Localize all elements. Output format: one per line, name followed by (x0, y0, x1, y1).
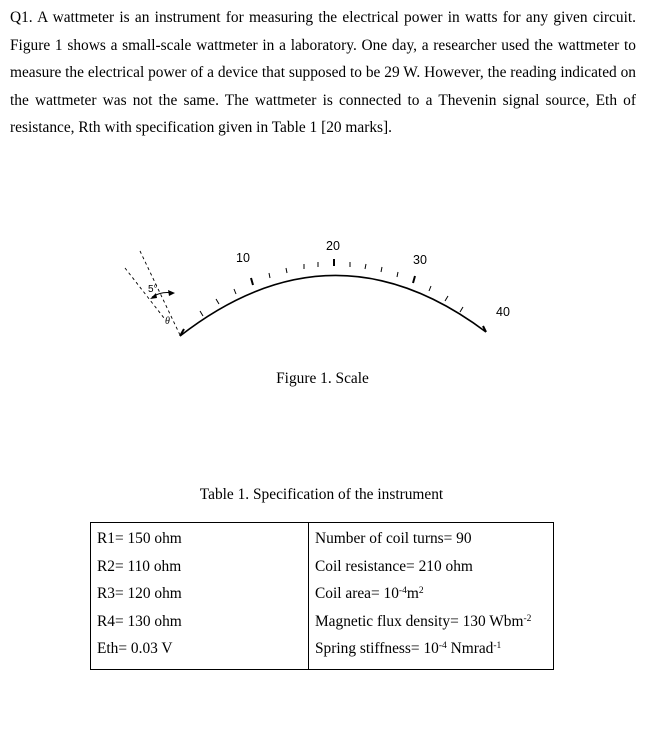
tick-label-20: 20 (326, 239, 340, 253)
minor-ticks (200, 262, 463, 316)
flux-density-value: Magnetic flux density= 130 Wbm$^{-2}$ (315, 612, 532, 630)
angle-arrow-right-icon (168, 290, 175, 296)
scale-arc (180, 275, 486, 336)
tick-label-30: 30 (413, 253, 427, 267)
major-ticks (251, 259, 415, 285)
question-text: Q1. A wattmeter is an instrument for measuring the electrical power in watts for any given circuit. Figure 1 shows a small-scale wattmeter in a laboratory. One day, a researcher used the wattmeter to measure the electrical power of a device that supposed to be 29 W. However, the reading indicated on the wattmeter was not the same. The wattmeter is connected to a Thevenin signal source, Eth of resistance, Rth with specification given in Table 1 [20 marks]. (10, 9, 636, 137)
instrument-values-cell (309, 523, 554, 670)
r4-value: R4= 130 ohm (97, 612, 182, 630)
figure-caption: Figure 1. Scale (276, 370, 369, 387)
specification-table (90, 522, 554, 670)
wattmeter-scale-figure (0, 225, 653, 355)
eth-value: Eth= 0.03 V (97, 640, 173, 657)
angle-label: 5° (148, 284, 158, 295)
coil-turns-value: Number of coil turns= 90 (315, 530, 472, 547)
theta-label: θ (165, 316, 170, 327)
coil-area-value: Coil area= $10^{-4}m^2$ (315, 585, 424, 602)
dashed-reference-line-outer (125, 268, 164, 318)
circuit-values-cell (91, 523, 309, 670)
tick-label-40: 40 (496, 305, 510, 319)
tick-label-10: 10 (236, 251, 250, 265)
table-caption: Table 1. Specification of the instrument (199, 486, 444, 503)
scale-end-mark (483, 326, 486, 332)
spring-stiffness-value: Spring stiffness= $10^{-4}$ Nmrad$^{-1}$ (315, 640, 502, 657)
r2-value: R2= 110 ohm (97, 557, 182, 575)
r1-value: R1= 150 ohm (97, 530, 182, 547)
coil-resistance-value: Coil resistance= 210 ohm (315, 557, 473, 575)
r3-value: R3= 120 ohm (97, 585, 182, 602)
